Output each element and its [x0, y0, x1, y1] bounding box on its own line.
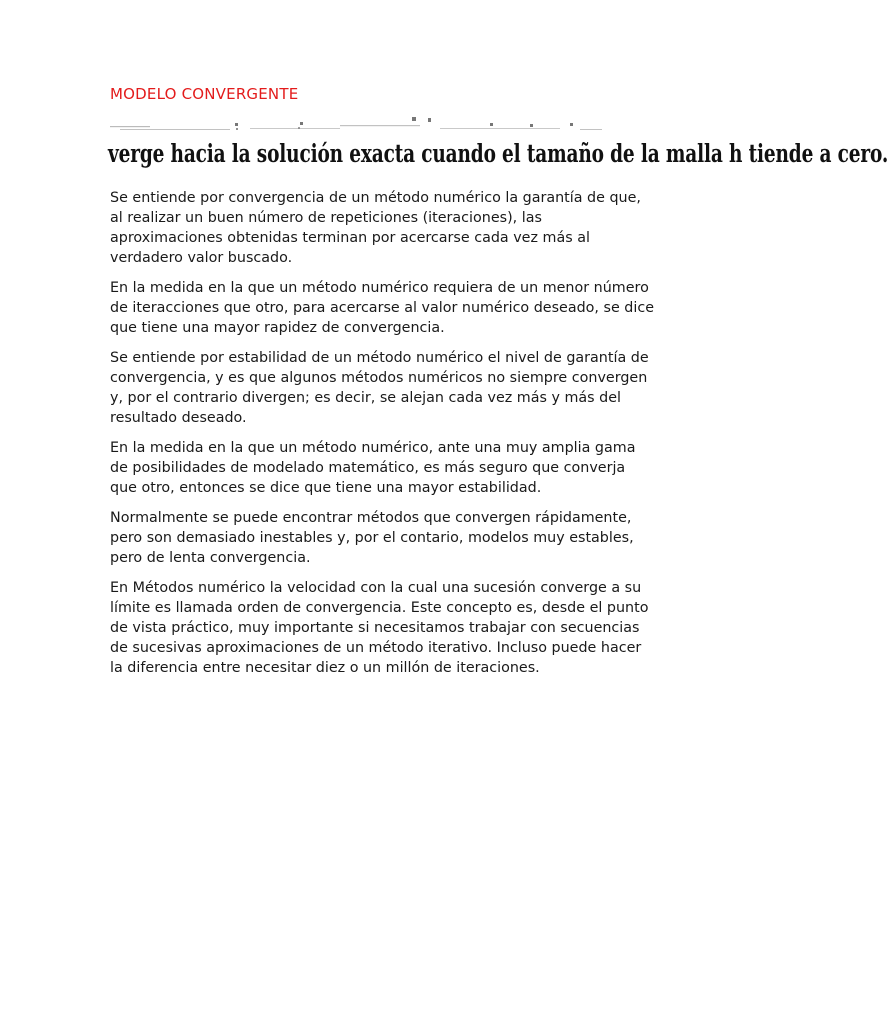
paragraph: Se entiende por estabilidad de un método numérico el nivel de garantía de convergencia, y es que algunos métodos numéricos no siempre convergen y, por el contrario divergen; es decir, se alejan cada vez más y más del resultado deseado.: [110, 350, 649, 426]
paragraph: En la medida en la que un método numérico requiera de un menor número de iteracciones que otro, para acercarse al valor numérico deseado, se dice que tiene una mayor rapidez de convergencia.: [110, 280, 655, 336]
scanned-text-line: verge hacia la solución exacta cuando el tamaño de la malla h tiende a cero.: [108, 139, 888, 168]
paragraph: En la medida en la que un método numérico, ante una muy amplia gama de posibilidades de modelado matemático, es más seguro que converja que otro, entonces se dice que tiene una mayor estabilidad.: [110, 440, 636, 496]
scanned-text-image: [108, 113, 888, 177]
paragraph: Se entiende por convergencia de un método numérico la garantía de que, al realizar un buen número de repeticiones (iteraciones), las aproximaciones obtenidas terminan por acercarse cada vez más al verdadero valor buscado.: [110, 190, 641, 266]
cropped-text-remnants: [110, 113, 602, 137]
paragraph: Normalmente se puede encontrar métodos que convergen rápidamente, pero son demasiado inestables y, por el contario, modelos muy estables, pero de lenta convergencia.: [110, 510, 634, 566]
paragraph: En Métodos numérico la velocidad con la cual una sucesión converge a su límite es llamada orden de convergencia. Este concepto es, desde el punto de vista práctico, muy importante si necesitamos trabajar con secuencias de sucesivas aproximaciones de un método iterativo. Incluso puede hacer la diferencia entre necesitar diez o un millón de iteraciones.: [110, 580, 649, 676]
body-text: [110, 188, 655, 688]
page-title: MODELO CONVERGENTE: [110, 85, 299, 103]
